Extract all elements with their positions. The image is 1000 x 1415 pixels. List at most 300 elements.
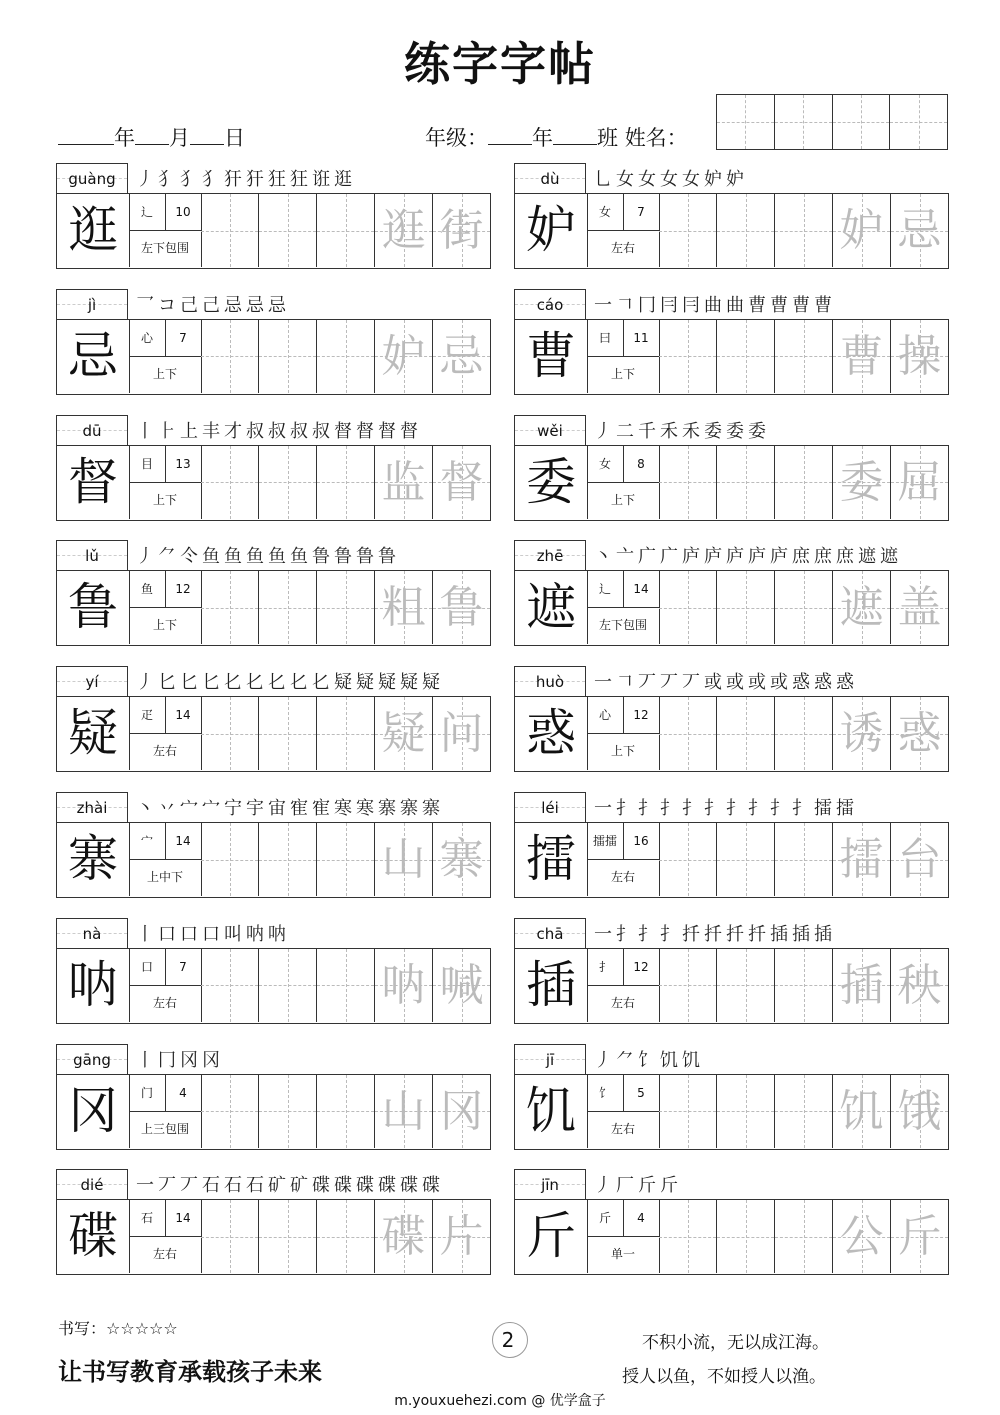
practice-cell[interactable]: [259, 697, 317, 770]
stroke-step: 鱼: [246, 546, 267, 568]
stroke-step: 插: [770, 923, 791, 945]
trace-example: 公: [839, 1211, 884, 1263]
stroke-step: 广: [638, 546, 659, 568]
practice-cell[interactable]: [891, 697, 948, 770]
pinyin: chā: [536, 924, 564, 943]
page-number-text: 2: [501, 1328, 515, 1352]
pinyin-box: [514, 666, 586, 696]
practice-grid: [514, 948, 949, 1024]
name-cell[interactable]: [890, 95, 947, 149]
practice-cell[interactable]: [201, 194, 259, 267]
stroke-step: 一: [594, 294, 615, 316]
practice-cell[interactable]: [433, 1200, 490, 1273]
main-character: 妒: [515, 194, 588, 267]
practice-cells: [659, 320, 948, 393]
practice-grid: [56, 570, 491, 646]
stroke-step: 斤: [638, 1175, 659, 1197]
practice-cell[interactable]: [317, 446, 375, 519]
structure: 单一: [610, 1247, 635, 1262]
practice-grid: [56, 822, 491, 898]
pinyin-box: [514, 792, 586, 822]
name-grid[interactable]: [716, 94, 948, 150]
practice-grid: [514, 319, 949, 395]
practice-cell[interactable]: [659, 1200, 717, 1273]
stroke-step: 曲: [704, 294, 725, 316]
stroke-step: 疑: [334, 672, 355, 694]
trace-example: 妒: [381, 330, 426, 382]
practice-cell[interactable]: [317, 1075, 375, 1148]
stroke-step: 庶: [836, 546, 857, 568]
practice-cell[interactable]: [201, 320, 259, 393]
radical: 辶: [587, 571, 624, 608]
grade-blank[interactable]: [488, 126, 532, 145]
practice-cell[interactable]: [375, 571, 433, 644]
trace-example: 忌: [439, 330, 484, 382]
practice-cell[interactable]: [433, 446, 490, 519]
name-cell[interactable]: [717, 95, 775, 149]
stroke-step: 曹: [748, 294, 769, 316]
stroke-step: 狂: [290, 169, 311, 190]
practice-cell[interactable]: [317, 949, 375, 1022]
stroke-step: 扌: [638, 923, 659, 945]
quote-2: 授人以鱼，不如授人以渔。: [622, 1367, 826, 1387]
stroke-step: 逛: [334, 169, 355, 190]
main-character: 遮: [515, 571, 588, 644]
practice-cell[interactable]: [833, 320, 891, 393]
practice-cell[interactable]: [201, 697, 259, 770]
stroke-step: 碟: [356, 1175, 377, 1197]
stroke-step: 斤: [660, 1175, 681, 1197]
stroke-step: 庐: [726, 546, 747, 568]
practice-cell[interactable]: [375, 697, 433, 770]
practice-cell[interactable]: [375, 1075, 433, 1148]
character-entry: [514, 1169, 949, 1275]
practice-cell[interactable]: [717, 320, 775, 393]
structure: 左右: [152, 744, 177, 759]
practice-cell[interactable]: [833, 194, 891, 267]
practice-cell[interactable]: [891, 823, 948, 896]
stroke-step: 女: [616, 169, 637, 190]
stroke-step: 扌: [770, 798, 791, 819]
stroke-step: 遮: [880, 546, 901, 568]
structure: 上下: [152, 492, 177, 507]
stroke-order: [594, 542, 902, 570]
grade-prefix: 年级：: [425, 126, 488, 150]
practice-cell[interactable]: [833, 571, 891, 644]
practice-cell[interactable]: [775, 1075, 833, 1148]
pinyin-box: [514, 540, 586, 570]
stroke-step: 曹: [792, 294, 813, 316]
stroke-step: 𠤎: [224, 672, 245, 694]
stroke-step: 督: [356, 420, 377, 442]
stroke-step: 丿: [136, 546, 157, 568]
main-character: 碟: [57, 1200, 130, 1273]
main-character: 冈: [57, 1075, 130, 1148]
practice-cell[interactable]: [891, 446, 948, 519]
trace-example: 山: [381, 1085, 426, 1137]
trace-example: 斤: [897, 1211, 942, 1263]
stroke-step: 丷: [158, 798, 179, 819]
stroke-order: [136, 668, 444, 696]
practice-cells: [201, 949, 490, 1022]
pinyin-box: [56, 666, 128, 696]
stroke-step: 呐: [246, 923, 267, 945]
character-info: [587, 1200, 660, 1273]
practice-cell[interactable]: [259, 571, 317, 644]
character-info: [587, 571, 660, 644]
stroke-step: 乛: [136, 294, 157, 316]
stroke-step: 饣: [638, 1049, 659, 1071]
main-character: 插: [515, 949, 588, 1022]
trace-example: 惑: [897, 708, 942, 760]
stroke-step: 扌: [748, 798, 769, 819]
practice-cell[interactable]: [659, 949, 717, 1022]
pinyin: wěi: [537, 421, 563, 440]
practice-cell[interactable]: [717, 949, 775, 1022]
pinyin-box: [56, 918, 128, 948]
character-info: [129, 446, 202, 519]
practice-cell[interactable]: [433, 571, 490, 644]
practice-cells: [659, 823, 948, 896]
stroke-order: [594, 794, 858, 822]
practice-cell[interactable]: [433, 949, 490, 1022]
trace-example: 喊: [439, 959, 484, 1011]
trace-example: 呐: [381, 959, 426, 1011]
practice-cell[interactable]: [317, 194, 375, 267]
stroke-order: [136, 794, 444, 822]
stroke-step: 犭: [180, 169, 201, 190]
practice-cell[interactable]: [433, 697, 490, 770]
pinyin-box: [514, 415, 586, 445]
pinyin-box: [514, 289, 586, 319]
stroke-step: 饥: [660, 1049, 681, 1071]
stroke-step: 庐: [748, 546, 769, 568]
pinyin: jī: [545, 1050, 555, 1069]
practice-cell[interactable]: [433, 320, 490, 393]
practice-cell[interactable]: [659, 1075, 717, 1148]
pinyin-box: [56, 540, 128, 570]
pinyin-box: [514, 1044, 586, 1074]
name-cell[interactable]: [833, 95, 891, 149]
practice-cell[interactable]: [259, 823, 317, 896]
practice-grid: [56, 948, 491, 1024]
stroke-step: 鱼: [202, 546, 223, 568]
site-footer: m.youxuehezi.com @ 优学盒子: [394, 1393, 606, 1409]
practice-cell[interactable]: [259, 446, 317, 519]
stroke-step: 石: [202, 1175, 223, 1197]
stroke-step: 犴: [224, 169, 245, 190]
stroke-order: [136, 165, 356, 193]
practice-cell[interactable]: [433, 823, 490, 896]
main-character: 曹: [515, 320, 588, 393]
radical: 石: [129, 1200, 166, 1237]
stroke-count: 13: [165, 446, 201, 483]
practice-cell[interactable]: [775, 1200, 833, 1273]
practice-cell[interactable]: [891, 571, 948, 644]
trace-example: 寨: [439, 834, 484, 885]
practice-cell[interactable]: [433, 194, 490, 267]
stroke-step: 鱼: [290, 546, 311, 568]
practice-cell[interactable]: [659, 320, 717, 393]
practice-cell[interactable]: [833, 697, 891, 770]
practice-cell[interactable]: [717, 446, 775, 519]
character-info: [587, 823, 660, 896]
radical: 口: [129, 949, 166, 986]
trace-example: 督: [439, 456, 484, 508]
practice-cell[interactable]: [717, 697, 775, 770]
radical: 门: [129, 1075, 166, 1112]
practice-cells: [659, 446, 948, 519]
stroke-step: 丶: [136, 798, 157, 819]
main-character: 寨: [57, 823, 130, 896]
character-info: [129, 697, 202, 770]
stroke-step: 厂: [616, 1175, 637, 1197]
practice-cell[interactable]: [317, 823, 375, 896]
stroke-step: 寨: [378, 798, 399, 819]
character-entry: [514, 666, 949, 772]
practice-grid: [514, 822, 949, 898]
month-label: 月: [169, 126, 190, 150]
day-blank[interactable]: [190, 126, 224, 145]
practice-cell[interactable]: [717, 1200, 775, 1273]
practice-cell[interactable]: [201, 1200, 259, 1273]
practice-cell[interactable]: [717, 571, 775, 644]
practice-cells: [201, 446, 490, 519]
year-blank[interactable]: [58, 126, 114, 145]
practice-cell[interactable]: [317, 571, 375, 644]
practice-cell[interactable]: [775, 446, 833, 519]
practice-cell[interactable]: [201, 823, 259, 896]
practice-cell[interactable]: [775, 320, 833, 393]
practice-cell[interactable]: [717, 823, 775, 896]
practice-cells: [201, 320, 490, 393]
stroke-step: 𠃍: [616, 672, 637, 694]
character-entry: [514, 289, 949, 395]
practice-grid: [56, 1074, 491, 1150]
practice-cells: [659, 571, 948, 644]
stroke-order: [594, 291, 836, 319]
stroke-step: 委: [704, 420, 725, 442]
practice-grid: [56, 696, 491, 772]
structure: 左右: [610, 241, 635, 255]
radical: 辶: [129, 194, 166, 231]
stroke-step: 匕: [202, 672, 223, 694]
practice-cell[interactable]: [375, 446, 433, 519]
stroke-step: ⺊: [158, 420, 179, 442]
character-entry: [514, 1044, 949, 1150]
pinyin-box: [514, 1169, 586, 1199]
pinyin: jīn: [541, 1176, 559, 1195]
stroke-step: 女: [660, 169, 681, 190]
stroke-step: 寒: [356, 798, 377, 819]
stroke-order: [136, 291, 290, 319]
character-entry: [514, 415, 949, 521]
practice-cell[interactable]: [201, 949, 259, 1022]
practice-cell[interactable]: [259, 320, 317, 393]
main-character: 擂: [515, 823, 588, 896]
practice-cell[interactable]: [775, 194, 833, 267]
practice-cell[interactable]: [833, 1200, 891, 1273]
practice-cell[interactable]: [433, 1075, 490, 1148]
stroke-step: 丆: [158, 1175, 179, 1197]
stroke-order: [594, 417, 770, 445]
stroke-step: 遮: [858, 546, 879, 568]
stroke-step: 庶: [814, 546, 835, 568]
stroke-step: 或: [748, 672, 769, 694]
stroke-count: 4: [623, 1200, 659, 1237]
stroke-step: 冂: [638, 294, 659, 316]
practice-cell[interactable]: [659, 571, 717, 644]
month-blank[interactable]: [135, 126, 169, 145]
practice-cell[interactable]: [891, 1075, 948, 1148]
practice-cell[interactable]: [375, 194, 433, 267]
radical: 女: [587, 194, 624, 231]
practice-cell[interactable]: [833, 446, 891, 519]
character-entry: [56, 1044, 491, 1150]
pinyin-box: [56, 792, 128, 822]
stroke-step: 匕: [180, 672, 201, 694]
radical: 擂擂: [587, 823, 624, 860]
stroke-step: 亠: [616, 546, 637, 568]
practice-cell[interactable]: [891, 320, 948, 393]
structure: 上下: [610, 366, 635, 381]
stroke-step: 冂: [158, 1049, 179, 1071]
practice-cell[interactable]: [659, 194, 717, 267]
practice-cell[interactable]: [201, 446, 259, 519]
practice-cell[interactable]: [833, 949, 891, 1022]
practice-cell[interactable]: [317, 1200, 375, 1273]
stroke-step: 丿: [136, 672, 157, 694]
practice-cell[interactable]: [375, 320, 433, 393]
stroke-step: 疑: [422, 672, 443, 694]
stroke-step: 丿: [136, 169, 157, 190]
structure: 左右: [610, 870, 635, 884]
practice-cell[interactable]: [891, 949, 948, 1022]
stroke-step: 扌: [660, 798, 681, 819]
radical: 曰: [587, 320, 624, 357]
practice-cell[interactable]: [891, 194, 948, 267]
radical: 心: [587, 697, 624, 734]
trace-example: 忌: [897, 205, 942, 256]
practice-cell[interactable]: [659, 697, 717, 770]
practice-cell[interactable]: [259, 949, 317, 1022]
practice-cell[interactable]: [317, 697, 375, 770]
practice-cell[interactable]: [259, 1075, 317, 1148]
radical: 宀: [129, 823, 166, 860]
practice-cells: [201, 697, 490, 770]
practice-cells: [201, 823, 490, 896]
character-entry: [56, 415, 491, 521]
practice-cell[interactable]: [201, 571, 259, 644]
class-blank[interactable]: [553, 126, 597, 145]
stroke-step: 禾: [682, 420, 703, 442]
practice-cell[interactable]: [717, 1075, 775, 1148]
stroke-step: 委: [726, 420, 747, 442]
stroke-step: 擂: [814, 798, 835, 819]
pinyin: lǔ: [85, 547, 99, 566]
practice-cell[interactable]: [375, 823, 433, 896]
stroke-step: 扌: [682, 798, 703, 819]
practice-grid: [514, 570, 949, 646]
stroke-step: 广: [660, 546, 681, 568]
stroke-order: [594, 920, 836, 948]
stroke-step: 庶: [792, 546, 813, 568]
practice-cell[interactable]: [891, 1200, 948, 1273]
stroke-step: 宇: [246, 798, 267, 819]
name-cell[interactable]: [775, 95, 833, 149]
character-entry: [56, 540, 491, 646]
practice-cell[interactable]: [659, 446, 717, 519]
stroke-order: [594, 668, 858, 696]
structure: 左右: [152, 995, 177, 1010]
stroke-step: 鱼: [268, 546, 289, 568]
stroke-step: 宙: [268, 798, 289, 819]
stroke-step: 千: [638, 420, 659, 442]
radical: 心: [129, 320, 166, 357]
pinyin: nà: [82, 924, 102, 943]
practice-cell[interactable]: [659, 823, 717, 896]
stroke-step: 扦: [704, 923, 725, 945]
slogan: 让书写教育承载孩子未来: [58, 1358, 322, 1386]
practice-cell[interactable]: [775, 697, 833, 770]
practice-cell[interactable]: [775, 571, 833, 644]
practice-cell[interactable]: [317, 320, 375, 393]
practice-cell[interactable]: [375, 1200, 433, 1273]
character-info: [129, 1075, 202, 1148]
practice-cell[interactable]: [717, 194, 775, 267]
stroke-step: 𠤎: [290, 672, 311, 694]
main-character: 呐: [57, 949, 130, 1022]
practice-cell[interactable]: [833, 823, 891, 896]
radical: 扌: [587, 949, 624, 986]
stroke-step: 丆: [682, 672, 703, 694]
stroke-step: 丆: [638, 672, 659, 694]
practice-cell[interactable]: [833, 1075, 891, 1148]
practice-cell[interactable]: [259, 1200, 317, 1273]
stroke-step: 或: [726, 672, 747, 694]
quote-1: 不积小流，无以成江海。: [642, 1333, 829, 1353]
practice-grid: [514, 1074, 949, 1150]
character-info: [587, 194, 660, 267]
grade-year-label: 年: [532, 126, 553, 150]
pinyin: guàng: [68, 170, 116, 188]
stroke-step: 叔: [290, 420, 311, 442]
practice-cell[interactable]: [201, 1075, 259, 1148]
stroke-step: 丿: [594, 1049, 615, 1071]
practice-cell[interactable]: [375, 949, 433, 1022]
stroke-count: 12: [623, 949, 659, 986]
character-info: [587, 949, 660, 1022]
stroke-step: 丿: [594, 420, 615, 442]
stroke-step: 𠤎: [246, 672, 267, 694]
practice-cell[interactable]: [259, 194, 317, 267]
character-info: [129, 571, 202, 644]
pinyin-box: [56, 415, 128, 445]
stroke-step: 委: [748, 420, 769, 442]
practice-cell[interactable]: [775, 949, 833, 1022]
trace-example: 委: [839, 456, 884, 508]
stroke-step: 擂: [836, 798, 857, 819]
trace-example: 诱: [839, 708, 884, 760]
stroke-count: 11: [623, 320, 659, 357]
trace-example: 秧: [897, 959, 942, 1011]
stroke-step: 匕: [158, 672, 179, 694]
stroke-step: 叔: [268, 420, 289, 442]
stroke-step: 冃: [682, 294, 703, 316]
stroke-step: ⺈: [158, 546, 179, 568]
stroke-step: 饥: [682, 1049, 703, 1071]
practice-cell[interactable]: [775, 823, 833, 896]
